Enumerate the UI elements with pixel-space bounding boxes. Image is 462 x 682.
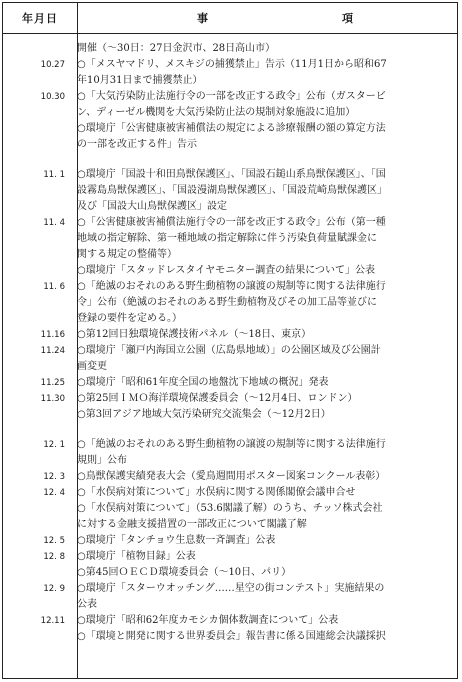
entry-date (3, 565, 77, 581)
entry-text: ○「絶滅のおそれのある野生動植物の譲渡の規制等に関する法律施行 規則」公布 (77, 439, 386, 466)
table-row (3, 327, 457, 343)
table-row (3, 485, 457, 501)
date-column-header: 年月日 (22, 12, 58, 25)
table-row (3, 279, 457, 327)
table-row (3, 581, 457, 613)
entry-text: ○「絶滅のおそれのある野生動植物の譲渡の規制等に関する法律施行 令」公布（絶滅のおそれのある野生動植物及びその加工品等並びに 登録の要件を定める。） (77, 281, 386, 324)
entry-text: ○環境庁「スタッドレスタイヤモニター調査の結果について」公表 (77, 265, 376, 276)
entry-text: 開催（〜30日：27日金沢市、28日高山市） (77, 43, 276, 54)
table-row (3, 89, 457, 121)
entry-date (3, 41, 77, 57)
table-row (3, 121, 457, 153)
entry-text: ○「環境と開発に関する世界委員会」報告書に係る国連総会決議採択 (77, 631, 386, 642)
chronology-table (2, 2, 458, 679)
entry-date: 12. 1 (43, 440, 65, 450)
entry-date (3, 629, 77, 645)
event-column-header-2: 項 (342, 12, 354, 25)
entry-text: ○鳥獣保護実績発表大会（愛鳥週間用ポスター図案コンクール表彰） (77, 471, 386, 482)
table-row (3, 215, 457, 263)
table-row (3, 375, 457, 391)
entry-text: ○環境庁「タンチョウ生息数一斉調査」公表 (77, 535, 276, 546)
entry-date: 11. 1 (43, 170, 65, 180)
entry-date: 12. 4 (43, 488, 65, 498)
table-row (3, 629, 457, 645)
entry-text: ○環境庁「昭和61年度全国の地盤沈下地域の概況」発表 (77, 377, 329, 388)
entry-date: 12. 3 (43, 472, 65, 482)
entry-text: ○「大気汚染防止法施行令の一部を改正する政令」公布（ガスタービ ン、ディーゼル機関を大気汚染防止法の規制対象施設に追加） (77, 91, 386, 118)
entry-text: ○「水俣病対策について」（53.6閣議了解）のうち、チッソ株式会社 に対する金融支援措置の一部改正について閣議了解 (77, 503, 383, 530)
entry-text: ○環境庁「瀬戸内海国立公園（広島県地域）」の公園区域及び公園計 画変更 (77, 345, 381, 372)
entry-date (3, 121, 77, 153)
entry-text: ○第12回日独環境保護技術パネル（〜18日、東京） (77, 329, 312, 340)
table-row (3, 41, 457, 57)
table-row (3, 391, 457, 407)
table-row (3, 533, 457, 549)
entry-date: 11. 4 (43, 218, 65, 228)
entry-date (3, 407, 77, 423)
entry-date (3, 263, 77, 279)
table-row (3, 167, 457, 215)
table-row (3, 57, 457, 89)
entry-date: 10.30 (40, 92, 65, 102)
entry-date: 11.24 (40, 346, 65, 356)
entry-text: ○環境庁「植物目録」公表 (77, 551, 196, 562)
table-row (3, 613, 457, 629)
entry-date (3, 501, 77, 533)
entry-date: 12.11 (40, 616, 65, 626)
entry-date: 12. 9 (43, 584, 65, 594)
entry-date: 10.27 (40, 60, 65, 70)
entry-date: 11.25 (40, 378, 65, 388)
entry-text: ○「公害健康被害補償法施行令の一部を改正する政令」公布（第一種 地域の指定解除、第一種地域の指定解除に伴う汚染負荷量賦課金に 関する規定の整備等） (77, 217, 386, 260)
entry-date: 11.16 (40, 330, 65, 340)
event-column-header-1: 事 (197, 12, 209, 25)
entry-text: ○第45回ＯＥＣＤ環境委員会（〜10日、パリ） (77, 567, 292, 578)
table-row (3, 343, 457, 375)
entry-text: ○環境庁「昭和62年度カモシカ個体数調査について」公表 (77, 615, 339, 626)
table-row (3, 469, 457, 485)
table-row (3, 263, 457, 279)
table-row (3, 501, 457, 533)
entry-date: 12. 5 (43, 536, 65, 546)
entry-date: 12. 8 (43, 552, 65, 562)
entry-text: ○環境庁「国設十和田鳥獣保護区」、「国設石鎚山系鳥獣保護区」、「国 設霧島鳥獣保護区」、「国設漫湖鳥獣保護区」、「国設荒崎鳥獣保護区」 及び「国設大山鳥獣保護区」設定 (77, 169, 387, 212)
entry-date: 11. 6 (43, 282, 65, 292)
entry-text: ○環境庁「スターウオッチング……星空の街コンテスト」実施結果の 公表 (77, 583, 385, 610)
table-row (3, 549, 457, 565)
table-row (3, 437, 457, 469)
entry-text: ○環境庁「公害健康被害補償法の規定による診療報酬の額の算定方法 の一部を改正する件」告示 (77, 123, 386, 150)
entry-text: ○第25回ＩＭＯ海洋環境保護委員会（〜12月4日、ロンドン） (77, 393, 358, 404)
entry-date: 11.30 (40, 394, 65, 404)
entry-text: ○第3回アジア地域大気汚染研究交流集会（〜12月2日） (77, 409, 331, 420)
table-body (3, 41, 457, 645)
entry-text: ○「水俣病対策について」水俣病に関する関係閣僚会議申合せ (77, 487, 356, 498)
table-row (3, 565, 457, 581)
table-row (3, 407, 457, 423)
header-divider (3, 33, 457, 34)
entry-text: ○「メスヤマドリ、メスキジの捕獲禁止」告示（11月1日から昭和67 年10月31日まで捕獲禁止） (77, 59, 387, 86)
